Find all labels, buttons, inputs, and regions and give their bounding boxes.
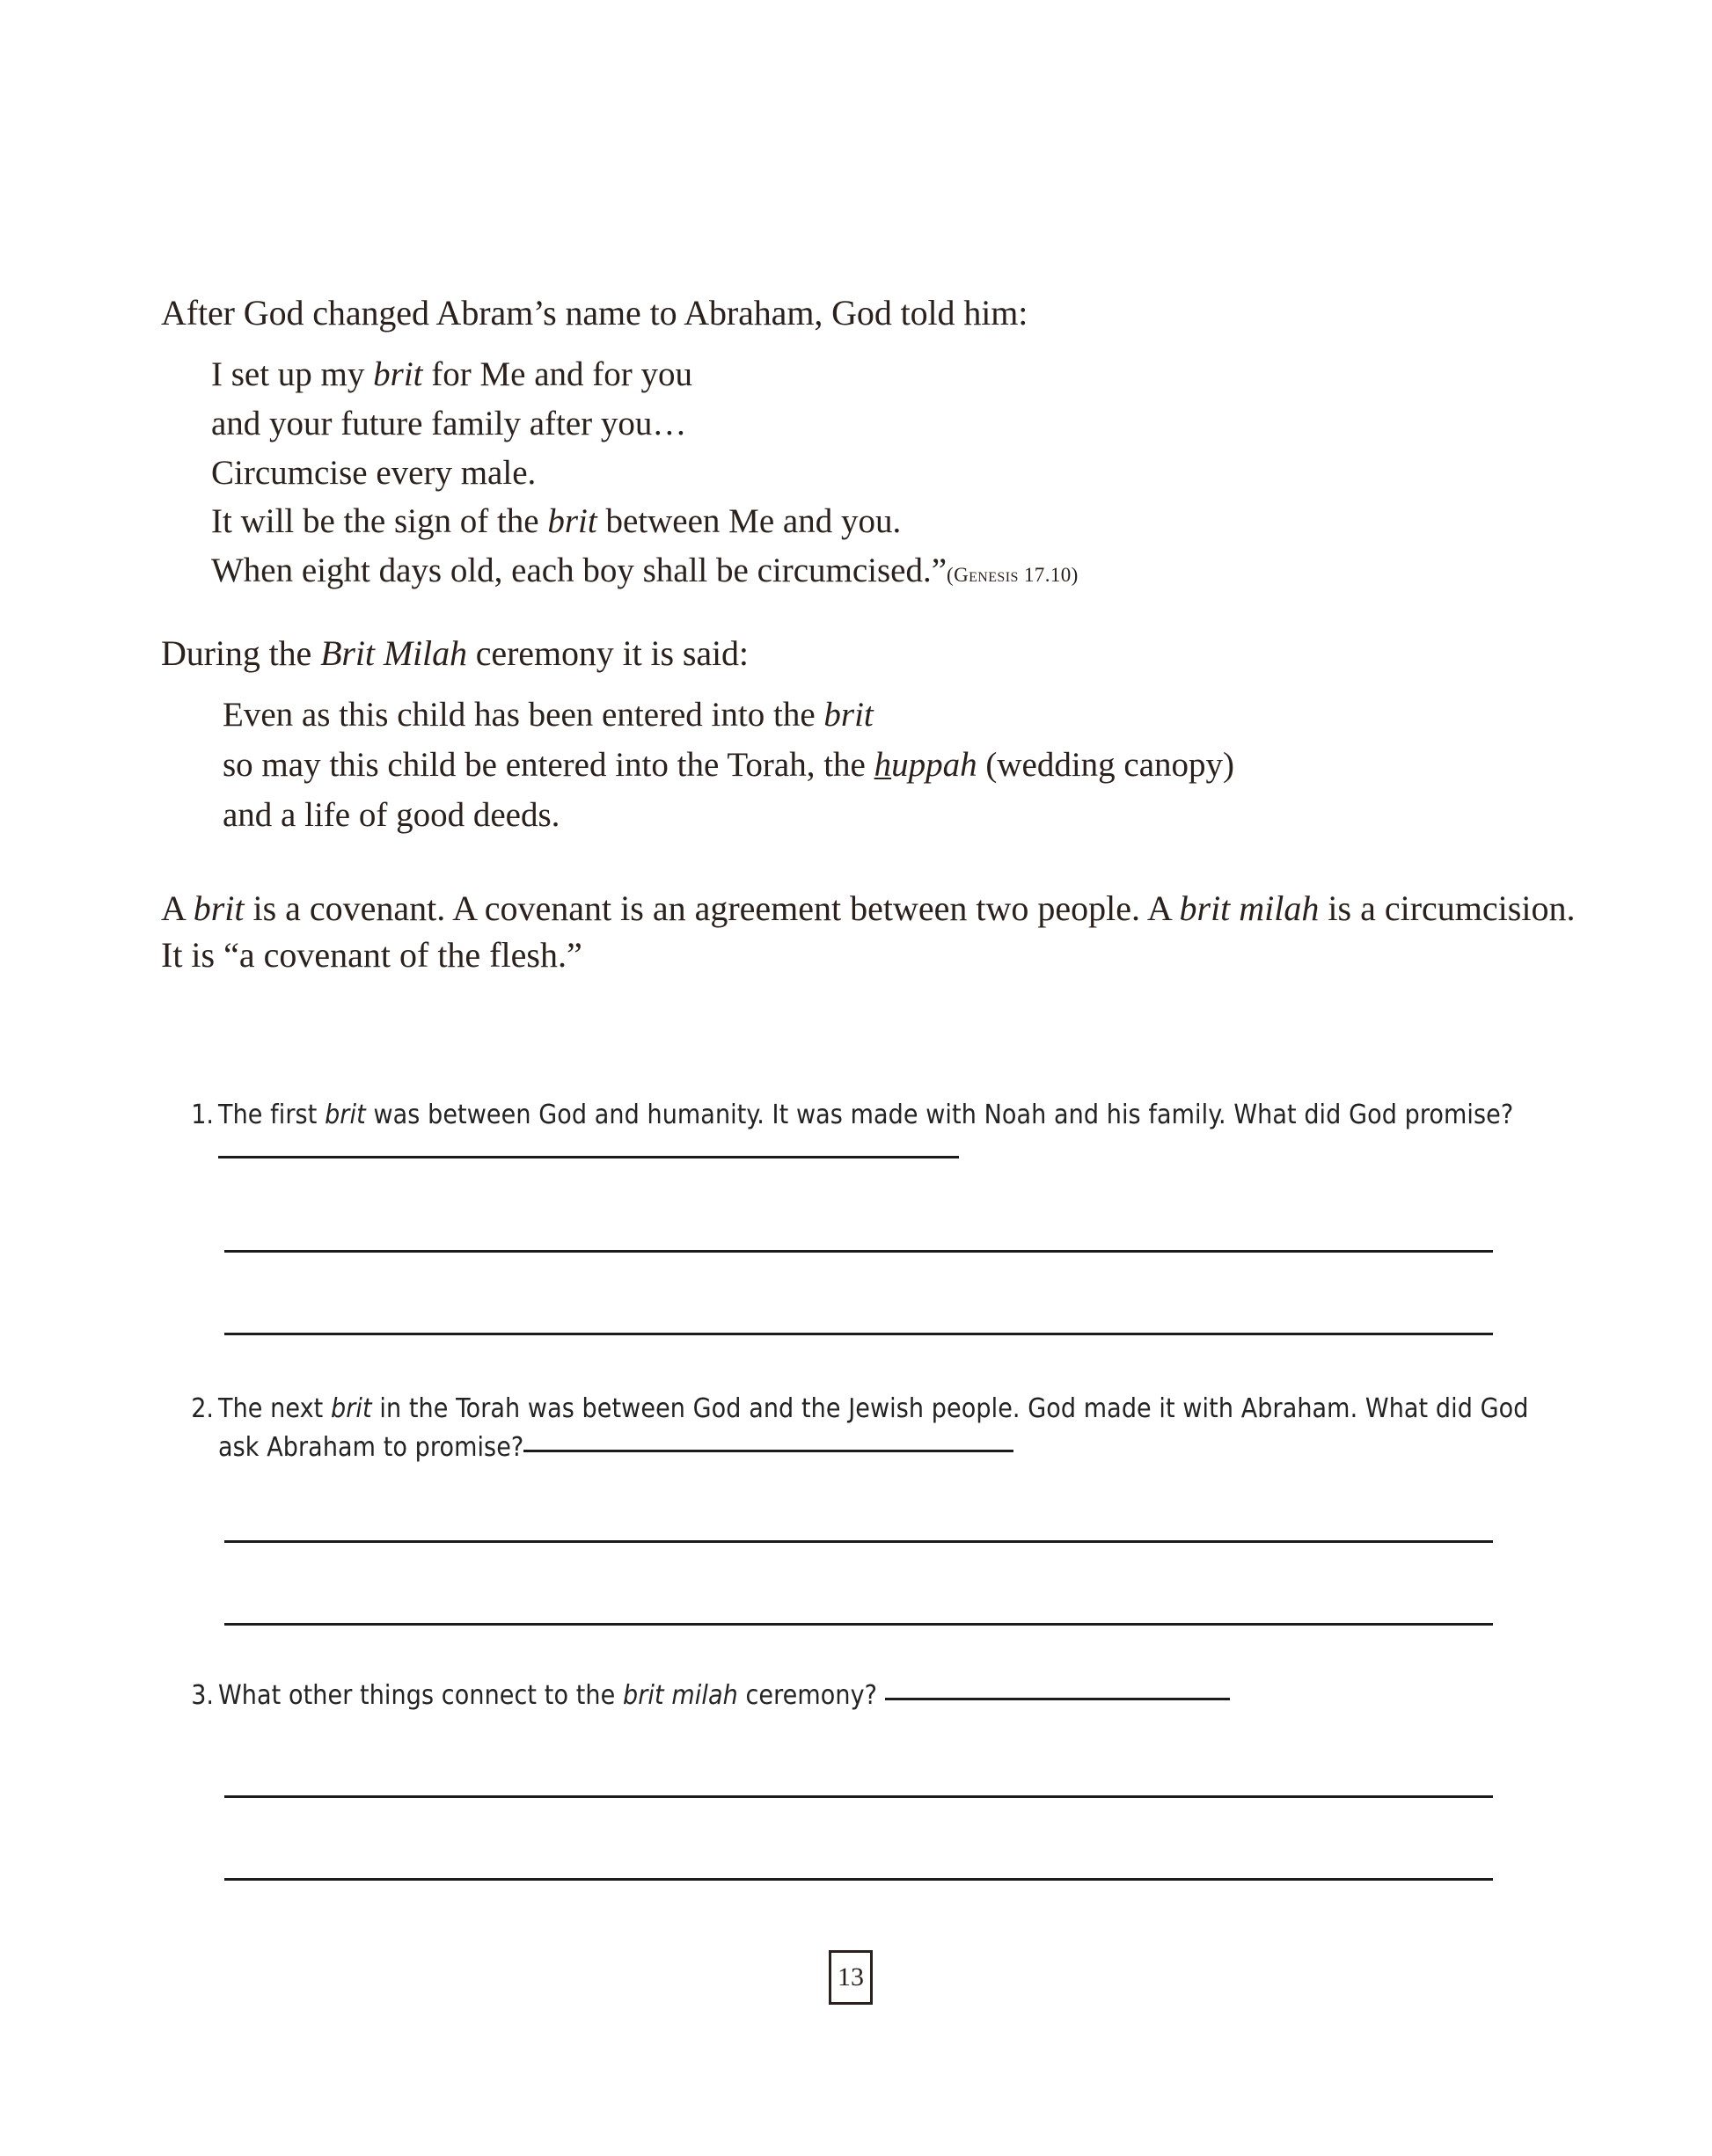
question-2-italic: brit	[330, 1393, 372, 1424]
ceremony-line-2-text-b: (wedding canopy)	[977, 745, 1235, 784]
page-number: 13	[838, 1962, 864, 1992]
question-1-text-a: The first	[218, 1100, 326, 1130]
quote-line-4-text-b: between Me and you.	[596, 502, 902, 541]
quote-line-4	[211, 497, 1586, 546]
scripture-quote-genesis	[161, 350, 1586, 596]
definition-italic-2: brit	[1179, 888, 1231, 928]
page-number-box	[829, 1950, 873, 2005]
answer-line-q2-row2[interactable]	[224, 1540, 1493, 1543]
prose-block	[161, 290, 1586, 978]
answer-line-q3-row2[interactable]	[224, 1795, 1493, 1798]
answer-line-q2-row3[interactable]	[224, 1623, 1493, 1626]
ceremony-line-1-italic: brit	[823, 695, 874, 734]
ceremony-quote	[161, 691, 1586, 841]
quote-line-1	[211, 350, 1586, 399]
question-1-text-b: was between God and humanity. It was made with Noah and his family. What did God promise?	[365, 1100, 1514, 1130]
question-3-text-b: ceremony?	[737, 1680, 885, 1711]
questions-block	[172, 1096, 1544, 1711]
answer-line-q1-inline[interactable]	[218, 1156, 959, 1158]
answer-line-q3-row3[interactable]	[224, 1878, 1493, 1881]
answer-line-q1-row3[interactable]	[224, 1333, 1493, 1335]
ceremony-line-3: and a life of good deeds.	[223, 795, 560, 834]
intro-paragraph-2	[161, 631, 1586, 676]
question-text-3	[218, 1677, 1544, 1715]
question-number-2: 2.	[191, 1393, 214, 1424]
answer-line-q1-row2[interactable]	[224, 1250, 1493, 1253]
intro-2-text-b: ceremony it is said:	[466, 632, 749, 673]
question-text-1	[218, 1096, 1544, 1173]
quote-line-5	[211, 546, 1586, 596]
question-1-italic: brit	[325, 1100, 366, 1130]
quote-line-4-italic: brit	[547, 502, 597, 541]
question-item-3	[172, 1677, 1544, 1717]
question-2-text-a: The next	[218, 1393, 331, 1424]
quote-line-1-text-a: I set up my	[211, 355, 374, 393]
definition-italic-3: milah	[1239, 888, 1320, 928]
question-text-2	[218, 1390, 1544, 1467]
definition-text-3	[1230, 888, 1239, 928]
definition-text-2: is a covenant. A covenant is an agreement between two people. A	[244, 888, 1180, 928]
huppah-rest: uppah	[891, 745, 977, 784]
question-3-italic: brit milah	[623, 1680, 738, 1711]
question-item-1	[172, 1096, 1544, 1173]
answer-line-q2-inline[interactable]	[523, 1450, 1013, 1452]
huppah-underlined-h: h	[874, 745, 892, 784]
definition-italic-1: brit	[193, 888, 245, 928]
definition-text-1: A	[161, 888, 194, 928]
ceremony-line-1	[223, 691, 1586, 741]
quote-line-3: Circumcise every male.	[211, 453, 537, 492]
ceremony-line-2-text-a: so may this child be entered into the Torah, the	[223, 745, 874, 784]
scripture-citation: (Genesis 17.10)	[947, 564, 1079, 587]
intro-2-text-a: During the	[161, 632, 321, 673]
quote-line-4-text-a: It will be the sign of the	[211, 502, 548, 541]
answer-line-q3-inline[interactable]	[885, 1698, 1230, 1700]
question-number-1: 1.	[191, 1100, 214, 1130]
question-item-2	[172, 1390, 1544, 1467]
question-2-text-b: in the Torah was between God and the Jewish people. God made it with Abraham. What did God ask Abraham to promise?	[218, 1393, 1529, 1463]
intro-paragraph: After God changed Abram’s name to Abraham, God told him:	[161, 293, 1028, 333]
question-3-text-a: What other things connect to the	[218, 1680, 623, 1711]
ceremony-line-2	[223, 741, 1586, 791]
quote-line-1-italic: brit	[373, 355, 423, 393]
quote-line-1-text-b: for Me and for you	[422, 355, 693, 393]
quote-line-2: and your future family after you…	[211, 404, 687, 442]
quote-line-5-text: When eight days old, each boy shall be circumcised.”	[211, 552, 947, 590]
intro-2-italic: Brit Milah	[320, 632, 467, 673]
definition-paragraph	[161, 885, 1586, 978]
spacer	[161, 601, 1586, 631]
question-number-3: 3.	[191, 1680, 214, 1711]
spacer	[161, 846, 1586, 885]
definition-text-4: is a circumcision. It is “a covenant of the flesh.”	[161, 888, 1576, 975]
ceremony-line-1-text-a: Even as this child has been entered into the	[223, 695, 824, 734]
